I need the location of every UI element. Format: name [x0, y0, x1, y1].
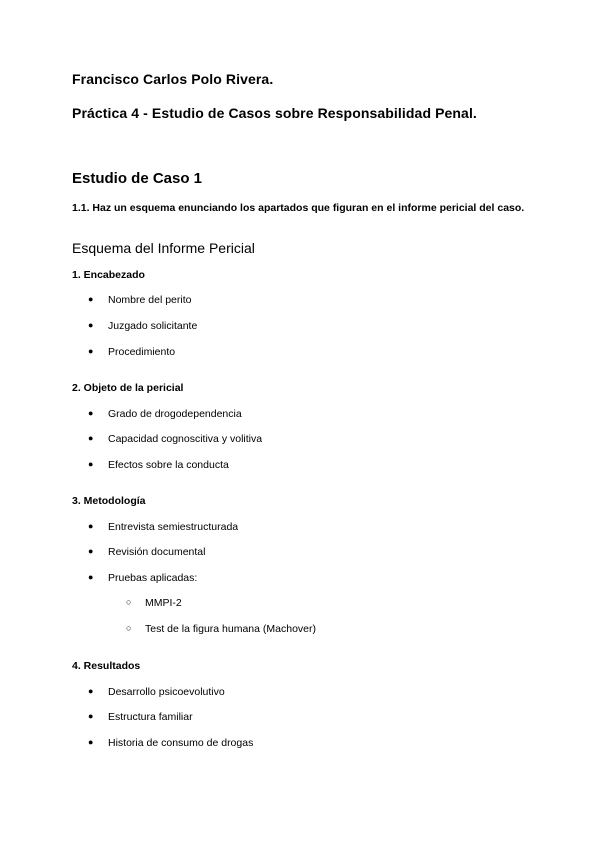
sub-list-item-label: Test de la figura humana (Machover): [145, 623, 316, 635]
list-item-label: Efectos sobre la conducta: [108, 459, 229, 471]
list-item-label: Grado de drogodependencia: [108, 408, 242, 420]
list-item-label: Pruebas aplicadas:: [108, 572, 198, 584]
list-item: [88, 408, 242, 420]
sub-bullet-icon: ○: [126, 623, 132, 633]
list-item: [88, 346, 175, 358]
bullet-icon: ●: [88, 433, 94, 443]
list-item: [88, 294, 191, 306]
bullet-icon: ●: [88, 459, 94, 469]
bullet-icon: ●: [88, 320, 94, 330]
sub-bullet-icon: ○: [126, 597, 132, 607]
bullet-icon: ●: [88, 294, 94, 304]
list-item-label: Juzgado solicitante: [108, 320, 198, 332]
case-title: Estudio de Caso 1: [72, 170, 203, 187]
bullet-icon: ●: [88, 572, 94, 582]
list-item-label: Entrevista semiestructurada: [108, 521, 239, 533]
section-heading-objeto: 2. Objeto de la pericial: [72, 382, 184, 394]
list-item: [88, 686, 225, 698]
bullet-icon: ●: [88, 711, 94, 721]
list-item: [88, 711, 193, 723]
list-item: [88, 433, 262, 445]
section-heading-metodologia: 3. Metodología: [72, 495, 146, 507]
bullet-icon: ●: [88, 408, 94, 418]
list-item: [88, 521, 238, 533]
section-heading-resultados: 4. Resultados: [72, 660, 141, 672]
bullet-icon: ●: [88, 346, 94, 356]
sub-list-item: [126, 623, 316, 635]
bullet-icon: ●: [88, 686, 94, 696]
list-item-label: Historia de consumo de drogas: [108, 737, 254, 749]
list-item: [88, 459, 229, 471]
bullet-icon: ●: [88, 546, 94, 556]
author-name: Francisco Carlos Polo Rivera.: [72, 71, 274, 87]
list-item: [88, 572, 197, 584]
question-text: 1.1. Haz un esquema enunciando los apartados que figuran en el informe pericial del caso.: [72, 202, 525, 214]
list-item-label: Revisión documental: [108, 546, 206, 558]
list-item: [88, 320, 197, 332]
list-item: [88, 737, 253, 749]
bullet-icon: ●: [88, 521, 94, 531]
list-item-label: Capacidad cognoscitiva y volitiva: [108, 433, 263, 445]
scheme-title: Esquema del Informe Pericial: [72, 240, 255, 256]
practice-title: Práctica 4 - Estudio de Casos sobre Responsabilidad Penal.: [72, 105, 477, 121]
list-item-label: Procedimiento: [108, 346, 176, 358]
bullet-icon: ●: [88, 737, 94, 747]
list-item: [88, 546, 205, 558]
section-heading-encabezado: 1. Encabezado: [72, 269, 145, 281]
sub-list-item-label: MMPI-2: [145, 597, 182, 609]
sub-list-item: [126, 597, 182, 609]
list-item-label: Nombre del perito: [108, 294, 192, 306]
list-item-label: Estructura familiar: [108, 711, 193, 723]
list-item-label: Desarrollo psicoevolutivo: [108, 686, 225, 698]
